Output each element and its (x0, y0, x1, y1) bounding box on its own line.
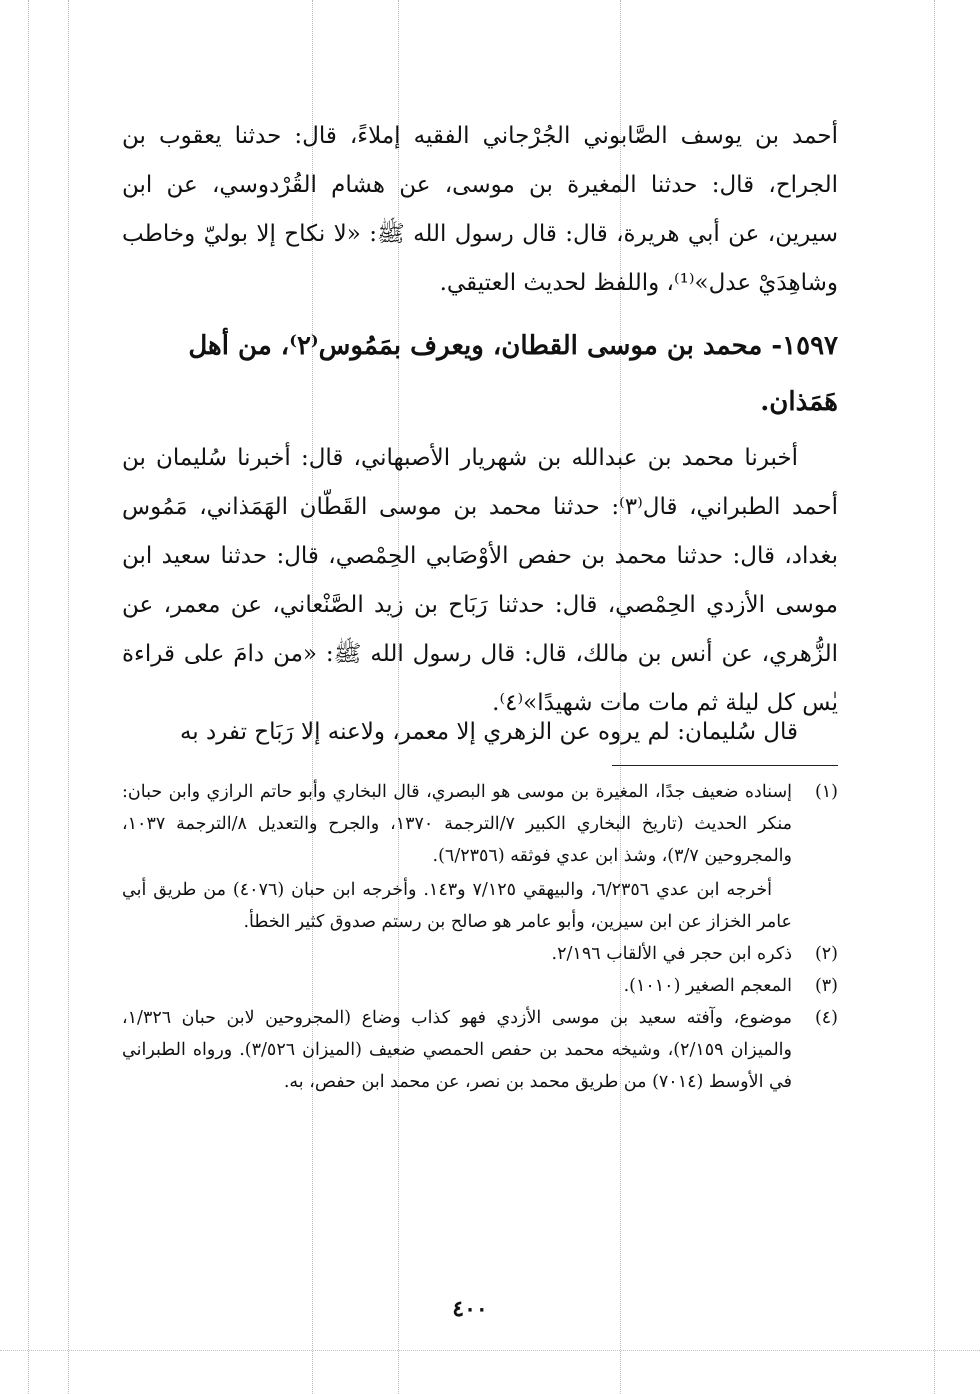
footnote-separator (612, 765, 838, 766)
scan-artifact (0, 1350, 980, 1351)
scan-artifact (28, 0, 29, 1394)
footnote-1 (122, 776, 838, 872)
paragraph-commentary (122, 708, 838, 757)
footnote-number: (٣) (814, 976, 838, 996)
footnote-body (122, 1002, 792, 1098)
footnote-body (122, 970, 792, 1002)
footnote-number: (٢) (814, 944, 838, 964)
footnote-1-continuation: أخرجه ابن عدي ٦/٢٣٥٦، والبيهقي ٧/١٢٥ و١٤٣. وأخرجه ابن حبان (٤٠٧٦) من طريق أبي عامر الخزاز عن ابن سيرين، وأبو عامر هو صالح بن رستم صدوق كثير الخطأ. (122, 880, 792, 932)
page-number: ٤٠٠ (452, 1296, 488, 1322)
footnote-body (122, 776, 792, 872)
paragraph-hadith-1 (122, 112, 838, 308)
paragraph-text: قال سُليمان: لم يروه عن الزهري إلا معمر، ولاعنه إلا رَبَاح تفرد به (179, 719, 798, 745)
footnote-4 (122, 1002, 838, 1098)
footnotes (122, 776, 838, 1098)
footnote-number: (٤) (814, 1008, 838, 1028)
footnote-text: موضوع، وآفته سعيد بن موسى الأزدي فهو كذاب وضاع (المجروحين لابن حبان ١/٣٢٦، والميزان ٢/١٥٩)، وشيخه محمد بن حفص الحمصي ضعيف (الميزان ٣/٥٢٦). ورواه الطبراني في الأوسط (٧٠١٤) من طريق محمد بن نصر، عن محمد ابن حفص، به. (122, 1008, 792, 1092)
footnote-body (122, 938, 792, 970)
paragraph-text: أخبرنا محمد بن عبدالله بن شهريار الأصبهاني، قال: أخبرنا سُليمان بن أحمد الطبراني، قال⁽٣⁾: حدثنا محمد بن موسى القَطّان الهَمَذاني، مَمُوس بغداد، قال: حدثنا محمد بن حفص الأوْصَابي الحِمْصي، قال: حدثنا سعيد ابن موسى الأزدي الحِمْصي، قال: حدثنا رَبَاح بن زيد الصَّنْعاني، عن معمر، عن الزُّهري، عن أنس بن مالك، قال: قال رسول الله ﷺ: «من دامَ على قراءة يٰس كل ليلة ثم مات مات شهيدًا»⁽٤⁾. (122, 445, 838, 716)
scan-artifact (934, 0, 935, 1394)
paragraph-text: أحمد بن يوسف الصَّابوني الجُرْجاني الفقيه إملاءً، قال: حدثنا يعقوب بن الجراح، قال: حدثنا المغيرة بن موسى، عن هشام القُرْدوسي، عن ابن سيرين، عن أبي هريرة، قال: قال رسول الله ﷺ: «لا نكاح إلا بوليّ وخاطب وشاهِدَيْ عدل»⁽¹⁾، واللفظ لحديث العتيقي. (122, 123, 838, 296)
paragraph-hadith-2 (122, 434, 838, 728)
scan-artifact (68, 0, 69, 1394)
footnote-text: إسناده ضعيف جدًا، المغيرة بن موسى هو البصري، قال البخاري وأبو حاتم الرازي وابن حبان: منكر الحديث (تاريخ البخاري الكبير ٧/الترجمة ١٣٧٠، والجرح والتعديل ٨/الترجمة ١٠٣٧، والمجروحين ٣/٧)، وشذ ابن عدي فوثقه (٦/٢٣٥٦). (122, 782, 792, 866)
entry-heading: ١٥٩٧- محمد بن موسى القطان، ويعرف بمَمُوس⁽٢⁾، من أهل هَمَذان. (188, 331, 838, 417)
footnote-text: ذكره ابن حجر في الألقاب ٢/١٩٦. (551, 944, 792, 964)
footnote-2 (122, 938, 838, 970)
footnote-number: (١) (814, 782, 838, 802)
footnote-3 (122, 970, 838, 1002)
footnote-text: المعجم الصغير (١٠١٠). (623, 976, 792, 996)
